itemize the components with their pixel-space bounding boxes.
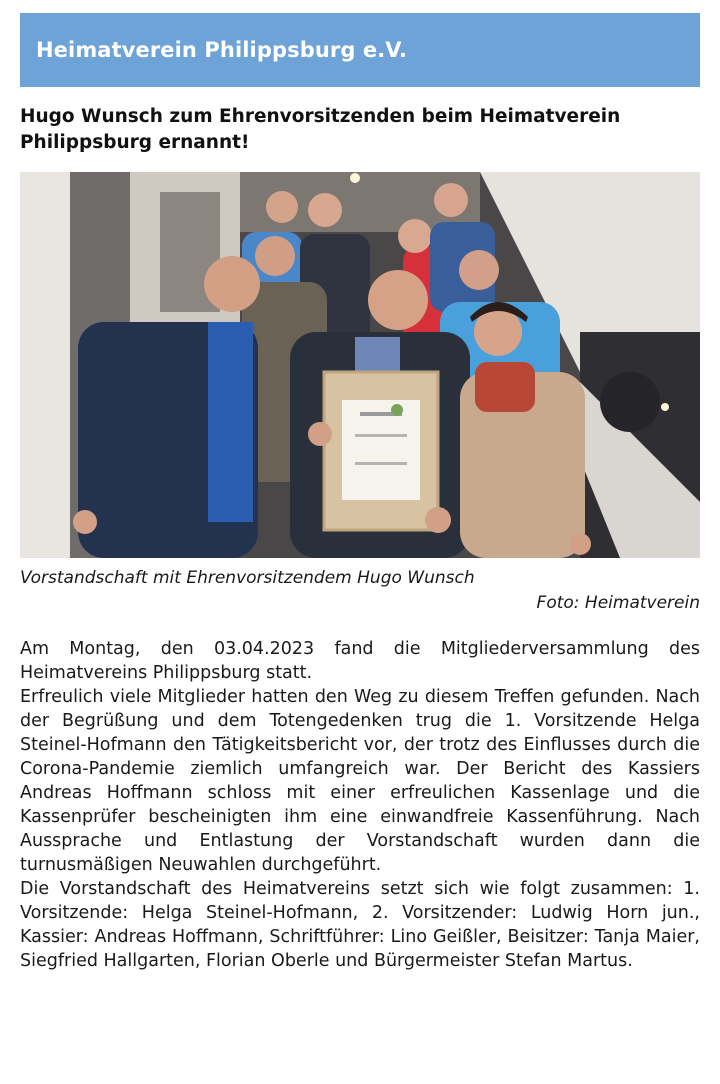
article-paragraph: Am Montag, den 03.04.2023 fand die Mitgliederversammlung des Heimatvereins Philippsburg statt. (20, 639, 700, 683)
article-paragraph: Erfreulich viele Mitglieder hatten den Weg zu diesem Treffen gefunden. Nach der Begrüßung und dem Totengedenken trug die 1. Vorsitzende Helga Steinel-Hofmann den Tätigkeitsbericht vor, der trotz des Einflusses durch die Corona-Pandemie ziemlich umfangreich war. Der Bericht des Kassiers Andreas Hoffmann schloss mit einer erfreulichen Kassenlage und die Kassenprüfer bescheinigten ihm eine einwandfreie Kassenführung. Nach Aussprache und Entlastung der Vorstandschaft wurden dann die turnusmäßigen Neuwahlen durchgeführt. (20, 687, 700, 875)
organization-name: Heimatverein Philippsburg e.V. (36, 38, 408, 62)
photo-credit: Foto: Heimatverein (536, 593, 700, 613)
photo-caption-block (20, 566, 700, 616)
photo-caption: Vorstandschaft mit Ehrenvorsitzendem Hugo Wunsch (20, 568, 475, 588)
article-headline: Hugo Wunsch zum Ehrenvorsitzenden beim Heimatverein Philippsburg ernannt! (20, 106, 621, 153)
header-banner (20, 13, 700, 87)
article-paragraph: Die Vorstandschaft des Heimatvereins setzt sich wie folgt zusammen: 1. Vorsitzende: Helga Steinel-Hofmann, 2. Vorsitzender: Ludwig Horn jun., Kassier: Andreas Hoffmann, Schriftführer: Lino Geißler, Beisitzer: Tanja Maier, Siegfried Hallgarten, Florian Oberle und Bürgermeister Stefan Martus. (20, 879, 700, 971)
group-photo (20, 172, 700, 558)
article-body (20, 637, 700, 973)
